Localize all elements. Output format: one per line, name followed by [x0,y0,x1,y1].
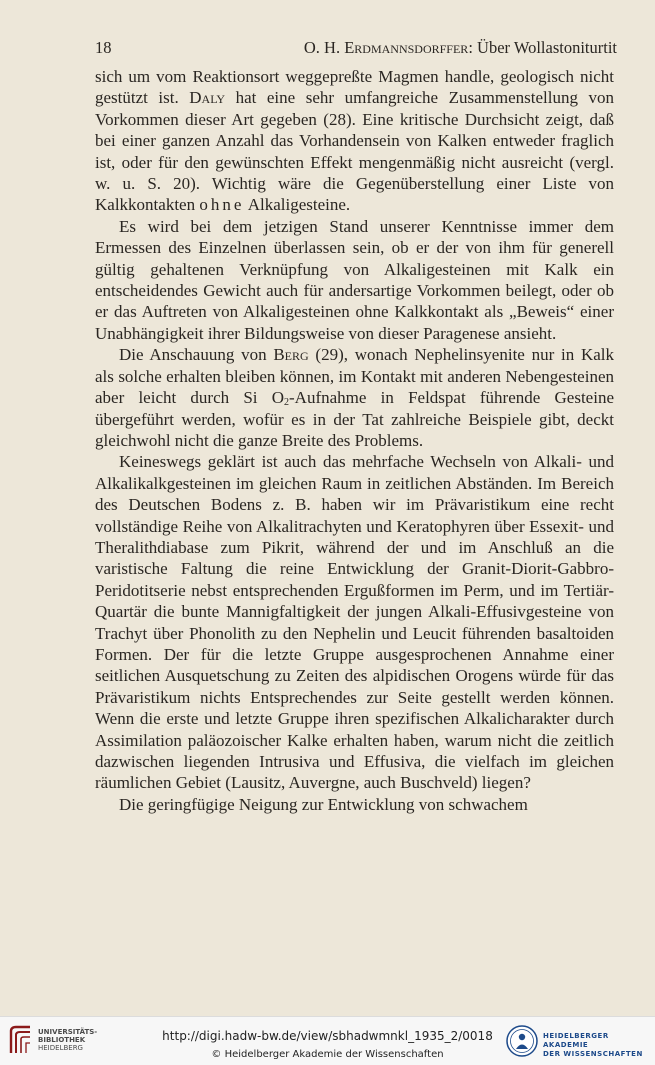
p1-author-daly: Daly [189,88,226,108]
ub-line3: HEIDELBERG [38,1044,83,1052]
author-surname: Erdmannsdorffer [344,38,469,57]
ub-line1: UNIVERSITÄTS- [38,1028,98,1036]
running-title [304,38,617,58]
p1-spaced-word: ohne [199,195,245,215]
ub-line2: BIBLIOTHEK [38,1036,86,1044]
paragraph-5: Die geringfügige Neigung zur Entwicklung von schwachem [119,794,528,814]
p1-text-c: Alkaligesteine. [244,195,351,215]
academy-name [543,1032,655,1059]
academy-seal-icon [506,1025,538,1057]
copyright-notice: © Heidelberger Akademie der Wissenschaften [211,1049,444,1060]
p3-subscript: 2 [284,397,290,409]
running-header [95,38,617,62]
p3-text-c: -Aufnahme in Feldspat führende Gesteine übergeführt werden, wofür es in der Tat zahlreiche Beispiele gibt, deckt gleichwohl nicht die ganze Breite des Problems. [95,388,614,450]
p3-text-a: Die Anschauung von [119,345,274,365]
academy-line2: DER WISSENSCHAFTEN [543,1050,643,1058]
p1-text-b: hat eine sehr umfangreiche Zusammenstellung von Vorkommen dieser Art gegeben (28). Eine kritische Durchsicht zeigt, daß bei einer ganzen Anzahl das Vorhandensein von Kalken entweder fraglich ist, oder für den gewünschten Effekt mengenmäßig nicht ausreicht (vergl. w. u. S. 20). Wichtig wäre die Gegenüberstellung einer Liste von Kalkkontakten [95,88,614,215]
footer-bar [0,1016,655,1065]
paragraph-4: Keineswegs geklärt ist auch das mehrfache Wechseln von Alkali- und Alkalikalkgesteinen im gleichen Raum in zeitlichen Abständen. Im Bereich des Deutschen Bodens z. B. haben wir im Prävaristikum eine recht vollständige Reihe von Alkalitrachyten und Keratophyren über Essexit- und Theralithdiabase zum Pikrit, während der und im Anschluß an die varistische Faltung die reine Entwicklung der Granit-Diorit-Gabbro-Peridotitserie nebst entsprechenden Ergußformen im Perm, und im Tertiär-Quartär die bunte Mannigfaltigkeit der jungen Alkali-Effusivgesteine von Trachyt über Phonolith zu den Nephelin und Leucit führenden basaltoiden Formen. Der für die letzte Gruppe ausgesprochenen Annahme einer seitlichen Ausquetschung zu Zeiten des alpidischen Orogens würde für das Prävaristikum nichts Entsprechendes zur Seite gestellt werden können. Wenn die erste und letzte Gruppe ihren spezifischen Alkalicharakter durch Assimilation paläozoischer Kalke erhalten haben, warum nicht die zeitlich dazwischen liegenden Intrusiva und Effusiva, die vielfach im gleichen räumlichen Gebiet (Lausitz, Auvergne, auch Buschveld) liegen? [95,452,614,793]
page-number: 18 [95,38,112,57]
academy-line1: HEIDELBERGER AKADEMIE [543,1032,609,1049]
p3-text-b: (29), wonach Nephelinsyenite nur in Kalk als solche erhalten bleiben können, im Kontakt mit anderen Nebengesteinen aber leicht durch Si O [95,345,615,408]
author-initials: O. H. [303,38,341,57]
paragraph-2: Es wird bei dem jetzigen Stand unserer Kenntnisse immer dem Ermessen des Einzelnen überlassen sein, ob er der von ihm für generell gültig gehaltenen Verknüpfung von Alkaligesteinen mit Kalk ein entscheidendes Gewicht auch für andersartige Vorkommen beilegt, oder ob er das Auftreten von Alkaligesteinen ohne Kalkkontakt als „Beweis“ einer Unabhängigkeit ihrer Bildungsweise von dieser Paragenese ansieht. [95,216,614,343]
p1-text-a: sich um vom Reaktionsort weggepreßte Magmen handle, geologisch nicht gestützt ist. [95,67,614,108]
paragraph-1 [95,66,614,216]
paragraph-3 [95,344,614,451]
permalink-url[interactable]: http://digi.hadw-bw.de/view/sbhadwmnkl_1935_2/0018 [162,1029,493,1043]
p3-author-berg: Berg [273,345,309,365]
body-text [95,66,614,815]
title-rest: : Über Wollastoniturtit [468,38,617,57]
